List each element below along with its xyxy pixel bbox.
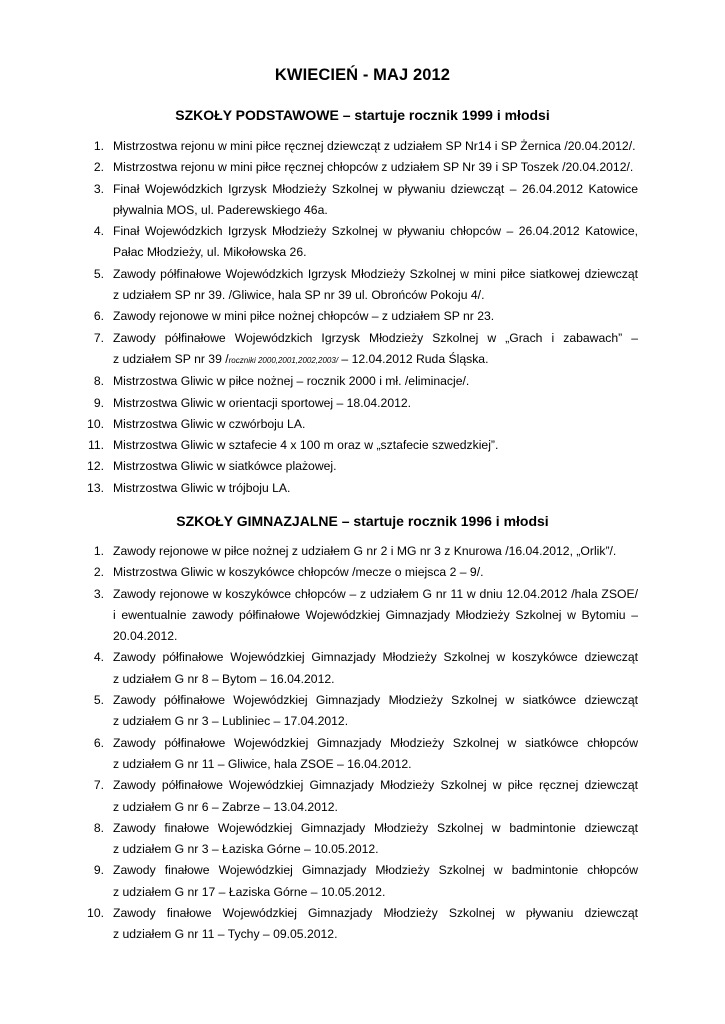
item-text xyxy=(113,414,638,435)
list-item xyxy=(0,136,725,157)
section-heading-gymnasium-schools: SZKOŁY GIMNAZJALNE – startuje rocznik 1996 i młodsi xyxy=(176,513,549,529)
item-line: Zawody półfinałowe Wojewódzkiej Gimnazjady Młodzieży Szkolnej w siatkówce dziewcząt xyxy=(113,693,638,708)
item-line: Zawody finałowe Wojewódzkiej Gimnazjady Młodzieży Szkolnej w badmintonie chłopców xyxy=(113,863,638,878)
item-text xyxy=(113,690,638,733)
item-text xyxy=(113,328,638,372)
list-item xyxy=(0,179,725,222)
item-number: 11. xyxy=(87,438,104,453)
item-line: Mistrzostwa Gliwic w koszykówce chłopców /mecze o miejsca 2 – 9/. xyxy=(113,565,484,580)
item-line: Zawody półfinałowe Wojewódzkich Igrzysk Młodzieży Szkolnej w „Grach i zabawach” – xyxy=(113,330,638,345)
item-text xyxy=(113,221,638,264)
list-item xyxy=(0,562,725,583)
item-line: Mistrzostwa Gliwic w czwórboju LA. xyxy=(113,416,306,431)
item-number: 4. xyxy=(93,224,104,239)
item-line: pływalnia MOS, ul. Paderewskiego 46a. xyxy=(113,202,328,217)
item-line: z udziałem SP nr 39. /Gliwice, hala SP nr 39 ul. Obrońców Pokoju 4/. xyxy=(113,288,485,303)
item-number: 1. xyxy=(93,139,104,153)
list-item xyxy=(0,414,725,435)
item-line: Zawody finałowe Wojewódzkiej Gimnazjady Młodzieży Szkolnej w badmintonie dziewcząt xyxy=(113,820,638,835)
item-number: 3. xyxy=(93,586,104,601)
list-item xyxy=(0,733,725,776)
item-text xyxy=(113,647,638,690)
item-text xyxy=(113,541,638,562)
list-item xyxy=(0,157,725,178)
item-number: 13. xyxy=(87,480,104,495)
item-number: 9. xyxy=(93,863,104,878)
list-item xyxy=(0,903,725,946)
section-heading-primary-schools: SZKOŁY PODSTAWOWE – startuje rocznik 1999 i młodsi xyxy=(175,107,550,123)
item-number: 2. xyxy=(93,565,104,580)
item-text xyxy=(113,903,638,946)
page-title: KWIECIEŃ - MAJ 2012 xyxy=(274,66,451,84)
item-number: 10. xyxy=(87,906,104,921)
list-item xyxy=(0,371,725,392)
item-line: Mistrzostwa Gliwic w trójboju LA. xyxy=(113,480,291,495)
item-number: 10. xyxy=(87,416,104,431)
list-item xyxy=(0,264,725,307)
item-line: Mistrzostwa Gliwic w siatkówce plażowej. xyxy=(113,459,337,474)
item-line: z udziałem G nr 17 – Łaziska Górne – 10.05.2012. xyxy=(113,884,386,899)
item-line: Zawody rejonowe w piłce nożnej z udziałem G nr 2 i MG nr 3 z Knurowa /16.04.2012, „Orlik”/. xyxy=(113,544,617,558)
item-text xyxy=(113,478,638,499)
item-text xyxy=(113,775,638,818)
item-number: 5. xyxy=(93,693,104,708)
item-number: 5. xyxy=(93,266,104,281)
item-number: 7. xyxy=(93,778,104,793)
item-line: z udziałem G nr 11 – Gliwice, hala ZSOE – 16.04.2012. xyxy=(113,756,412,771)
item-line: Zawody półfinałowe Wojewódzkiej Gimnazjady Młodzieży Szkolnej w piłce ręcznej dziewcząt xyxy=(113,778,638,793)
list-item xyxy=(0,860,725,903)
list-item xyxy=(0,306,725,327)
item-line: Zawody rejonowe w koszykówce chłopców – z udziałem G nr 11 w dniu 12.04.2012 /hala ZSOE/ xyxy=(113,586,638,601)
list-item xyxy=(0,478,725,499)
item-text xyxy=(113,264,638,307)
item-number: 6. xyxy=(93,735,104,750)
item-line: Mistrzostwa Gliwic w piłce nożnej – rocznik 2000 i mł. /eliminacje/. xyxy=(113,374,470,389)
item-line: z udziałem G nr 6 – Zabrze – 13.04.2012. xyxy=(113,799,338,814)
item-line: 20.04.2012. xyxy=(113,629,178,644)
item-number: 7. xyxy=(93,330,104,345)
list-item xyxy=(0,393,725,414)
list-item xyxy=(0,775,725,818)
item-line: z udziałem G nr 3 – Łaziska Górne – 10.05.2012. xyxy=(113,842,379,857)
item-text xyxy=(113,157,638,178)
item-line xyxy=(113,349,638,371)
gymnasium-schools-list xyxy=(0,541,725,946)
item-line: Zawody półfinałowe Wojewódzkiej Gimnazjady Młodzieży Szkolnej w siatkówce chłopców xyxy=(113,735,638,750)
item-line: z udziałem G nr 3 – Lubliniec – 17.04.2012. xyxy=(113,714,349,729)
item-line: Mistrzostwa rejonu w mini piłce ręcznej chłopców z udziałem SP Nr 39 i SP Toszek /20.04.2012/. xyxy=(113,160,634,175)
item-number: 2. xyxy=(93,160,104,175)
item-line: Mistrzostwa rejonu w mini piłce ręcznej dziewcząt z udziałem SP Nr14 i SP Żernica /20.04.2012/. xyxy=(113,139,636,153)
item-line: Zawody półfinałowe Wojewódzkich Igrzysk Młodzieży Szkolnej w mini piłce siatkowej dziewcząt xyxy=(113,266,638,281)
item-line: Zawody rejonowe w mini piłce nożnej chłopców – z udziałem SP nr 23. xyxy=(113,309,495,324)
item-number: 4. xyxy=(93,650,104,665)
list-item xyxy=(0,690,725,733)
list-item xyxy=(0,221,725,264)
item-number: 8. xyxy=(93,374,104,389)
primary-schools-list xyxy=(0,136,725,499)
item-line: Mistrzostwa Gliwic w sztafecie 4 x 100 m oraz w „sztafecie szwedzkiej”. xyxy=(113,438,499,453)
item-line-part: – 12.04.2012 Ruda Śląska. xyxy=(338,351,489,366)
item-text xyxy=(113,733,638,776)
item-text xyxy=(113,393,638,414)
list-item xyxy=(0,328,725,372)
item-number: 9. xyxy=(93,395,104,410)
item-number: 12. xyxy=(87,459,104,474)
list-item xyxy=(0,584,725,648)
item-line: Pałac Młodzieży, ul. Mikołowska 26. xyxy=(113,245,307,260)
item-line: z udziałem G nr 8 – Bytom – 16.04.2012. xyxy=(113,671,335,686)
list-item xyxy=(0,541,725,562)
item-text xyxy=(113,562,638,583)
list-item xyxy=(0,818,725,861)
item-number: 1. xyxy=(93,544,104,558)
list-item xyxy=(0,435,725,456)
item-text xyxy=(113,584,638,648)
item-line: Finał Wojewódzkich Igrzysk Młodzieży Szkolnej w pływaniu chłopców – 26.04.2012 Katowice, xyxy=(113,224,638,239)
item-line: Zawody finałowe Wojewódzkiej Gimnazjady Młodzieży Szkolnej w pływaniu dziewcząt xyxy=(113,906,638,921)
item-text xyxy=(113,456,638,477)
item-line: z udziałem G nr 11 – Tychy – 09.05.2012. xyxy=(113,927,338,942)
item-number: 6. xyxy=(93,309,104,324)
item-line-small-note: roczniki 2000,2001,2002,2003/ xyxy=(228,355,339,365)
item-line-part: z udziałem SP nr 39 / xyxy=(113,351,229,366)
item-number: 8. xyxy=(93,820,104,835)
item-line: Mistrzostwa Gliwic w orientacji sportowej – 18.04.2012. xyxy=(113,395,412,410)
item-text xyxy=(113,860,638,903)
item-text xyxy=(113,435,638,456)
list-item xyxy=(0,456,725,477)
item-text xyxy=(113,136,638,157)
item-line: Zawody półfinałowe Wojewódzkiej Gimnazjady Młodzieży Szkolnej w koszykówce dziewcząt xyxy=(113,650,638,665)
item-text xyxy=(113,818,638,861)
item-text xyxy=(113,306,638,327)
item-text xyxy=(113,179,638,222)
item-text xyxy=(113,371,638,392)
item-line: i ewentualnie zawody półfinałowe Wojewódzkiej Gimnazjady Młodzieży Szkolnej w Bytomiu – xyxy=(113,607,638,622)
item-line: Finał Wojewódzkich Igrzysk Młodzieży Szkolnej w pływaniu dziewcząt – 26.04.2012 Katowice xyxy=(113,181,638,196)
item-number: 3. xyxy=(93,181,104,196)
list-item xyxy=(0,647,725,690)
